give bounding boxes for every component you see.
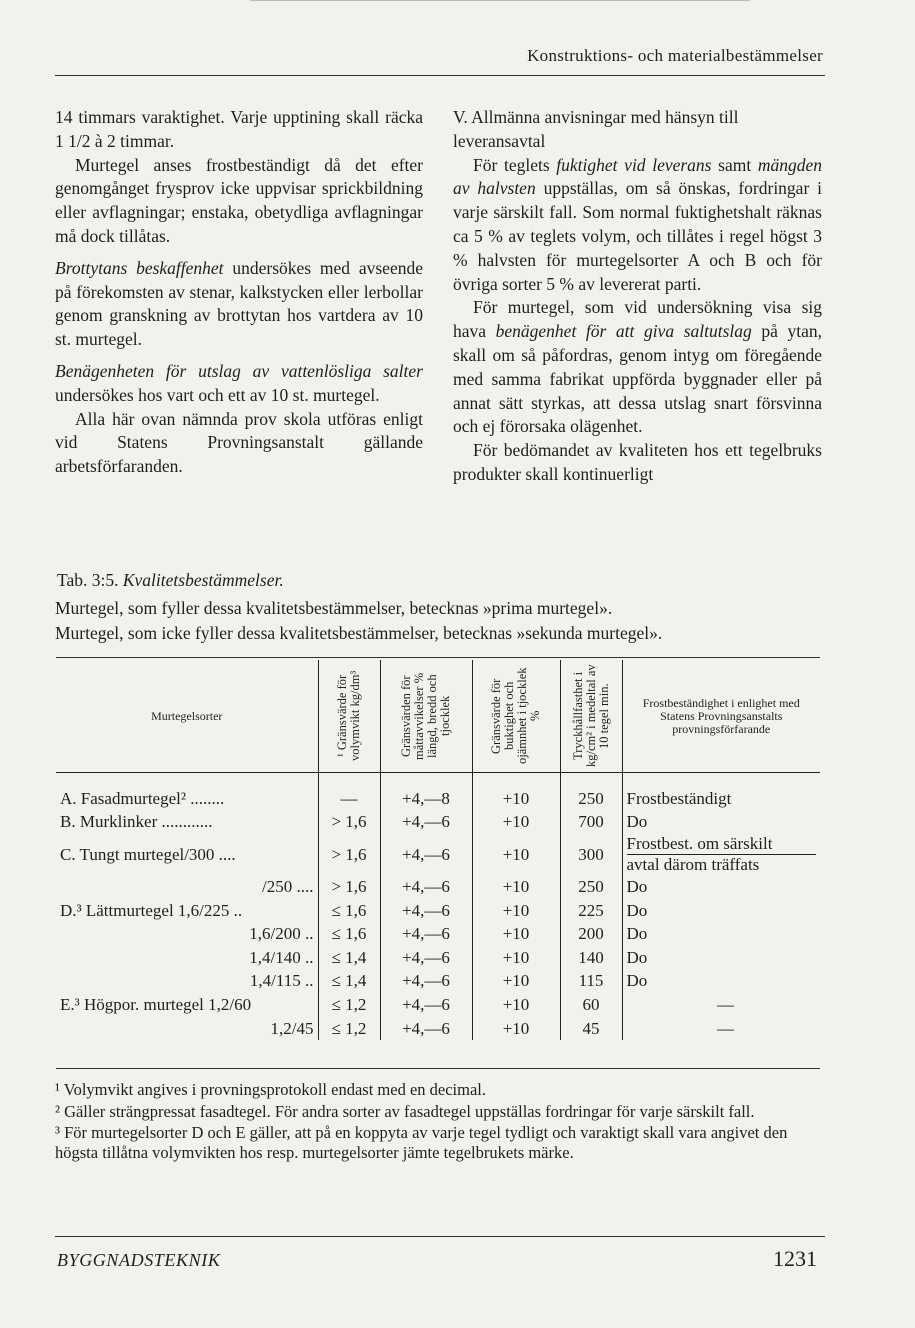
table-row [56,970,820,994]
table-bottom-rule [56,1068,820,1069]
cell-bukt: +10 [472,899,560,923]
cell-tryck: 115 [560,970,622,994]
table-row [56,946,820,970]
cell-frost: Do [622,811,820,835]
cell-sort: 1,4/140 .. [249,947,314,967]
header-volymvikt: ¹ Gränsvärde för volymvikt kg/dm³ [335,670,362,762]
cell-matt: +4,—6 [380,946,472,970]
table-top-rule [56,657,820,658]
cell-sort: /250 .... [262,876,314,896]
cell-frost-line-1: Frostbest. om särskilt [626,834,773,854]
left-paragraph-2: Murtegel anses frostbeständigt då det efter genomgånget frysprov icke uppvisar sprickbildning eller avflagningar; enstaka, obetydliga avflagningar må dock tillåtas. [55,154,423,246]
cell-frost [622,834,820,875]
cell-vol: ≤ 1,2 [318,993,380,1017]
right-column [453,106,822,487]
header-volymvikt-cell [318,660,380,773]
cell-sort: 1,6/200 .. [249,924,314,944]
right-p1-b: samt [711,154,758,175]
cell-tryck: 140 [560,946,622,970]
header-frostbestandighet: Frostbeständighet i enlighet med Statens Provningsanstalts provningsförfarande [622,660,820,773]
cell-tryck: 45 [560,1017,622,1041]
cell-vol: ≤ 1,6 [318,899,380,923]
table-caption [57,570,284,591]
footnote-1: ¹ Volymvikt angives i provningsprotokoll endast med en decimal. [55,1080,486,1099]
cell-matt: +4,—6 [380,834,472,875]
left-column [55,106,423,479]
cell-vol: — [318,773,380,811]
cell-vol: ≤ 1,4 [318,946,380,970]
top-edge-line [250,0,750,1]
cell-tryck: 700 [560,811,622,835]
header-mattavvikelser-cell [380,660,472,773]
right-p2-a: För murtegel, som vid undersökning visa sig hava [453,297,822,342]
cell-sort: B. Murklinker ............ [60,812,213,832]
left-p4-text: undersökes hos vart och ett av 10 st. murtegel. [55,384,380,405]
right-p2-b: på ytan, skall om så påfordras, genom intyg om föregående med samma fabrikat uppförda byggnader eller på annat sätt styrkas, att dessa utslag snart försvinna och ej förorsaka olägenhet. [453,321,822,437]
cell-vol: ≤ 1,2 [318,1017,380,1041]
cell-matt: +4,—6 [380,875,472,899]
cell-tryck: 250 [560,875,622,899]
table-label: Tab. 3:5. [57,570,119,590]
cell-vol: > 1,6 [318,875,380,899]
cell-bukt: +10 [472,993,560,1017]
caption-line-2: Murtegel, som icke fyller dessa kvalitetsbestämmelser, betecknas »sekunda murtegel». [55,623,663,643]
header-murtegelsorter: Murtegelsorter [56,660,318,773]
footnote-3: ³ För murtegelsorter D och E gäller, att på en koppyta av varje tegel tydligt och varaktigt skall vara angivet den högsta tillåtna volymvikten hos resp. murtegelsorter jämte tegelbrukets märke. [55,1123,788,1162]
cell-sort: C. Tungt murtegel/300 .... [60,844,236,864]
cell-bukt: +10 [472,946,560,970]
left-p3-text: undersökes med avseende på förekomsten av stenar, kalkstycken eller lerbollar genom granskning av brottytan hos vartdera av 10 st. murtegel. [55,257,423,350]
header-tryckhallfasthet: Tryckhållfasthet i kg/cm² i medeltal av 10 tegel min. [570,664,611,768]
header-rule [55,75,825,76]
cell-frost-line-2: avtal därom träffats [627,854,817,875]
cell-vol: > 1,6 [318,834,380,875]
cell-matt: +4,—6 [380,811,472,835]
cell-tryck: 300 [560,834,622,875]
header-buktighet: Gränsvärde för buktighet och ojämnhet i tjocklek % [489,667,542,765]
cell-tryck: 250 [560,773,622,811]
right-paragraph-1 [453,154,822,297]
cell-sort: 1,2/45 [270,1018,314,1038]
table-header-row [56,660,820,773]
cell-matt: +4,—6 [380,970,472,994]
right-p1-italic-1: fuktighet vid leverans [556,154,712,175]
cell-frost: — [622,993,820,1017]
cell-bukt: +10 [472,875,560,899]
cell-tryck: 225 [560,899,622,923]
right-p2-italic: benägenhet för att giva saltutslag [495,321,752,342]
table-title: Kvalitetsbestämmelser. [122,570,284,590]
cell-bukt: +10 [472,922,560,946]
header-buktighet-cell [472,660,560,773]
cell-sort: 1,4/115 .. [249,971,314,991]
cell-vol: ≤ 1,4 [318,970,380,994]
cell-matt: +4,—6 [380,899,472,923]
table-row [56,773,820,811]
cell-frost: Do [622,875,820,899]
cell-bukt: +10 [472,811,560,835]
table-row [56,834,820,875]
right-paragraph-2 [453,296,822,439]
footnotes [55,1080,820,1164]
journal-name: BYGGNADSTEKNIK [57,1250,221,1270]
table-row [56,899,820,923]
left-p3-italic: Brottytans beskaffenhet [55,257,224,278]
caption-line-1: Murtegel, som fyller dessa kvalitetsbestämmelser, betecknas »prima murtegel». [55,598,613,618]
cell-bukt: +10 [472,773,560,811]
cell-bukt: +10 [472,970,560,994]
cell-frost: Do [622,946,820,970]
cell-vol: > 1,6 [318,811,380,835]
right-paragraph-3: För bedömandet av kvaliteten hos ett tegelbruks produkter skall kontinuerligt [453,440,822,484]
cell-bukt: +10 [472,834,560,875]
left-p4-italic: Benägenheten för utslag av vattenlösliga salter [55,360,423,381]
cell-sort: E.³ Högpor. murtegel 1,2/60 [60,994,252,1014]
right-heading: V. Allmänna anvisningar med hänsyn till leveransavtal [453,107,739,151]
right-p1-italic-2: mängden av halvsten [453,154,822,199]
page-number: 1231 [773,1246,817,1271]
table-row [56,811,820,835]
right-p1-c: uppställas, om så önskas, fordringar i varje särskilt fall. Som normal fuktighetshalt räknas ca 5 % av teglets volym, och tillåtes i regel högst 3 % halvsten för murtegelsorter A och B och för övriga sorter 5 % av levererat parti. [453,178,822,294]
left-paragraph-5: Alla här ovan nämnda prov skola utföras enligt vid Statens Provningsanstalt gällande arbetsförfaranden. [55,408,423,477]
cell-tryck: 60 [560,993,622,1017]
cell-frost: Do [622,899,820,923]
left-paragraph-4 [55,360,423,408]
cell-matt: +4,—6 [380,922,472,946]
table-row [56,922,820,946]
table-row [56,875,820,899]
cell-matt: +4,—8 [380,773,472,811]
cell-frost: Do [622,970,820,994]
cell-frost: — [622,1017,820,1041]
cell-matt: +4,—6 [380,1017,472,1041]
table-row [56,1017,820,1041]
footnote-2: ² Gäller strängpressat fasadtegel. För andra sorter av fasadtegel uppställas fordringar för varje särskilt fall. [55,1101,755,1121]
header-mattavvikelser: Gränsvärden för måttavvikelser % längd, bredd och tjocklek [399,672,452,760]
left-paragraph-3 [55,257,423,352]
cell-sort: A. Fasadmurtegel² ........ [60,788,225,808]
table-row [56,993,820,1017]
quality-table [56,660,820,1040]
cell-frost: Frostbeständigt [622,773,820,811]
footer-rule [55,1236,825,1237]
header-tryckhallfasthet-cell [560,660,622,773]
cell-vol: ≤ 1,6 [318,922,380,946]
cell-frost: Do [622,922,820,946]
cell-sort: D.³ Lättmurtegel 1,6/225 .. [60,900,243,920]
cell-tryck: 200 [560,922,622,946]
cell-bukt: +10 [472,1017,560,1041]
right-p1-a: För teglets [473,154,557,175]
left-paragraph-1: 14 timmars varaktighet. Varje upptining skall räcka 1 1/2 à 2 timmar. [55,107,423,151]
running-header: Konstruktions- och materialbestämmelser [527,46,823,65]
cell-matt: +4,—6 [380,993,472,1017]
